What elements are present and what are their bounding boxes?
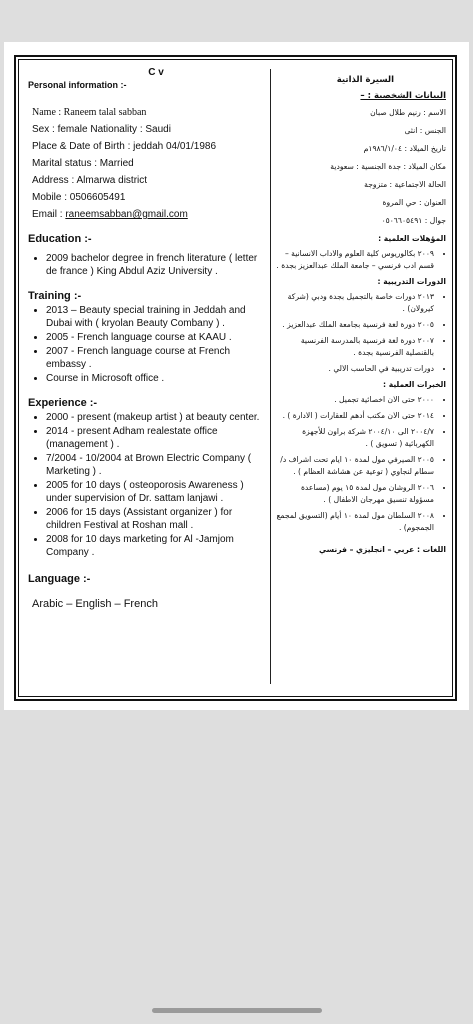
list-item: • 2005 - French language course at KAAU . xyxy=(46,331,264,344)
education-heading: Education :- xyxy=(28,233,92,245)
list-item: • 2013 – Beauty special training in Jeddah and Dubai with ( kryolan Beauty Combany ) . xyxy=(46,304,264,330)
arabic-address: العنوان : حي المروة xyxy=(382,198,446,207)
name-line: Name : Raneem talal sabban xyxy=(32,107,147,118)
sex-nationality-line: Sex : female Nationality : Saudi xyxy=(32,124,171,135)
list-item: • ٢٠١٣ دورات خاصة بالتجميل بجدة ودبي (شركة كيرولان) . xyxy=(274,291,434,315)
mobile-line: Mobile : 0506605491 xyxy=(32,192,126,203)
training-heading: Training :- xyxy=(28,290,82,302)
arabic-name: الاسم : رنيم طلال صبان xyxy=(370,108,446,117)
email-label: Email : xyxy=(32,209,66,220)
email-link[interactable]: raneemsabban@gmail.com xyxy=(65,209,188,220)
birth-line: Place & Date of Birth : jeddah 04/01/1986 xyxy=(32,141,217,152)
list-item: • ٢٠٠٠ حتى الان اخصائية تجميل . xyxy=(274,394,434,406)
arabic-courses-list xyxy=(274,291,446,375)
arabic-exp-heading: الخبرات العملية : xyxy=(383,380,446,389)
list-item: • ٢٠٠٦ الروشان مول لمدة ١٥ يوم (مساعدة مسؤولة تنسيق مهرجان الاطفال ) . xyxy=(274,482,434,506)
cv-page xyxy=(4,42,469,710)
arabic-column xyxy=(274,66,446,559)
list-item: • ٢٠٠٧ دورة لغة فرنسية بالمدرسة الفرنسية بالقنصلية الفرنسية بجدة . xyxy=(274,335,434,359)
list-item: • 2014 - present Adham realestate office (management ) . xyxy=(46,425,264,451)
list-item: • 2009 bachelor degree in french literature ( letter de france ) King Abdul Aziz University . xyxy=(46,252,264,278)
english-column xyxy=(28,66,264,611)
arabic-marital: الحالة الاجتماعية : متزوجة xyxy=(364,180,446,189)
education-list xyxy=(28,252,264,278)
languages-line: Arabic – English – French xyxy=(32,598,158,610)
arabic-courses-heading: الدورات التدريبية : xyxy=(377,277,446,286)
list-item: • دورات تدريبية في الحاسب الالي . xyxy=(274,363,434,375)
arabic-qual-list xyxy=(274,248,446,272)
address-line: Address : Almarwa district xyxy=(32,175,148,186)
list-item: • ٢٠٠٥ دورة لغة فرنسية بجامعة الملك عبدالعزيز . xyxy=(274,319,434,331)
experience-heading: Experience :- xyxy=(28,397,98,409)
arabic-title: السيرة الذاتية xyxy=(336,75,394,85)
list-item: • 2006 for 15 days (Assistant organizer ) for children Festival at Roshan mall . xyxy=(46,506,264,532)
list-item: • Course in Microsoft office . xyxy=(46,372,264,385)
email-line xyxy=(32,208,264,221)
arabic-languages: اللغات : عربي – انجليزي – فرنسي xyxy=(318,545,446,554)
experience-list xyxy=(28,411,264,559)
arabic-sex: الجنس : انثى xyxy=(404,126,446,135)
arabic-qual-heading: المؤهلات العلمية : xyxy=(378,234,446,243)
training-list xyxy=(28,304,264,385)
list-item: • 2005 for 10 days ( osteoporosis Awareness ) under supervision of Dr. sattam lanjawi . xyxy=(46,479,264,505)
list-item: • ٢٠٠٨ السلطان مول لمدة ١٠ أيام (التسويق لمجمع الجمجوم) . xyxy=(274,510,434,534)
list-item: • ٢٠٠٩ بكالوريوس كلية العلوم والاداب الانسانية – قسم ادب فرنسي – جامعة الملك عبدالعزيز بجدة . xyxy=(274,248,434,272)
home-indicator[interactable] xyxy=(152,1008,322,1013)
marital-line: Marital status : Married xyxy=(32,158,134,169)
personal-info-heading: Personal information :- xyxy=(28,80,127,90)
arabic-exp-list xyxy=(274,394,446,534)
arabic-mobile: جوال : ٠٥٠٦٦٠٥٤٩١ xyxy=(381,216,446,225)
column-divider xyxy=(270,69,271,684)
arabic-birth-date: تاريخ الميلاد : ١٩٨٦/١/٠٤م xyxy=(363,144,446,153)
list-item: • 7/2004 - 10/2004 at Brown Electric Company ( Marketing ) . xyxy=(46,452,264,478)
arabic-birth-place: مكان الميلاد : جدة الجنسية : سعودية xyxy=(330,162,446,171)
list-item: • ٢٠١٤ حتى الان مكتب أدهم للعقارات ( الادارة ) . xyxy=(274,410,434,422)
arabic-personal-heading: البيانات الشخصية : – xyxy=(360,91,446,101)
list-item: • 2000 - present (makeup artist ) at beauty center. xyxy=(46,411,264,424)
list-item: • ٢٠٠٥ الصيرفي مول لمدة ١٠ ايام تحت اشراف د/ سطام لنجاوي ( توعية عن هشاشة العظام ) . xyxy=(274,454,434,478)
list-item: • 2007 - French language course at French embassy . xyxy=(46,345,264,371)
cv-title: C v xyxy=(148,67,164,78)
language-heading: Language :- xyxy=(28,573,91,585)
list-item: • ٢٠٠٤/٧ الى ٢٠٠٤/١٠ شركة براون للأجهزة الكهربائية ( تسويق ) . xyxy=(274,426,434,450)
list-item: • 2008 for 10 days marketing for Al -Jamjom Company . xyxy=(46,533,264,559)
